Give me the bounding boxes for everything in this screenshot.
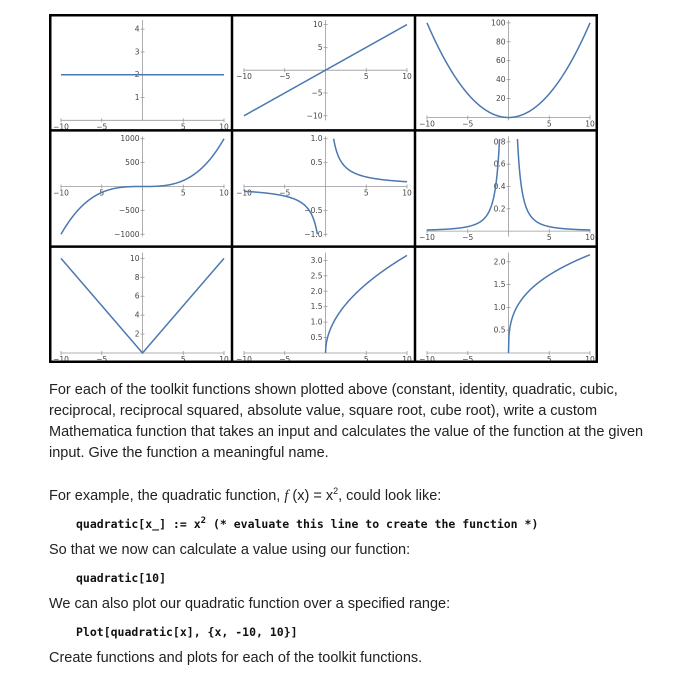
y-tick-label: 0.2: [493, 204, 506, 214]
chart-constant: [53, 20, 229, 131]
x-tick-label: 10: [219, 355, 229, 363]
code-define-quadratic: [76, 517, 538, 531]
x-tick-label: −5: [96, 355, 108, 363]
x-tick-label: 10: [585, 355, 595, 363]
x-tick-label: 10: [219, 122, 229, 132]
x-tick-label: 5: [363, 188, 369, 198]
chart-reciprocal-squared: [419, 136, 595, 242]
y-tick-label: 3: [134, 47, 140, 57]
x-tick-label: 5: [180, 355, 186, 363]
code-evaluate: quadratic[10]: [76, 571, 167, 585]
x-tick-label: −5: [462, 233, 474, 243]
y-tick-label: 1.0: [493, 302, 506, 312]
y-tick-label: 1.0: [310, 134, 323, 144]
y-tick-label: 1.5: [493, 280, 506, 290]
y-tick-label: 40: [495, 75, 506, 85]
y-tick-label: −500: [118, 205, 140, 215]
x-tick-label: 10: [402, 72, 412, 82]
x-tick-label: −10: [53, 188, 69, 198]
x-tick-label: −5: [462, 355, 474, 363]
x-tick-label: 5: [363, 355, 369, 363]
x-tick-label: −5: [462, 119, 474, 129]
y-tick-label: 0.5: [493, 325, 506, 335]
y-tick-label: −10: [306, 111, 323, 121]
x-tick-label: −5: [279, 72, 291, 82]
code-define-exponent: 2: [200, 516, 207, 527]
y-tick-label: 2.0: [310, 286, 323, 296]
final-paragraph: Create functions and plots for each of the toolkit functions.: [49, 650, 423, 666]
x-tick-label: −5: [96, 122, 108, 132]
y-tick-label: 4: [134, 24, 140, 34]
y-tick-label: 20: [495, 94, 506, 104]
y-tick-label: 100: [491, 18, 506, 28]
y-tick-label: 0.6: [493, 159, 506, 169]
y-tick-label: 1: [134, 93, 140, 103]
y-tick-label: 4: [134, 310, 140, 320]
chart-square-root: [236, 253, 412, 363]
y-tick-label: 0.8: [493, 137, 506, 147]
intro-paragraph: For each of the toolkit functions shown plotted above (constant, identity, quadratic, cubic, reciprocal, reciprocal squared, absolute value, square root, cube root), write a custom Mathematica function that takes an input and calculates the value of the function at the given input. Give the function a meaningful name.: [49, 382, 644, 461]
x-tick-label: 10: [585, 233, 595, 243]
calc-paragraph: So that we now can calculate a value using our function:: [49, 542, 411, 558]
y-tick-label: 60: [495, 56, 506, 66]
x-tick-label: −5: [279, 188, 291, 198]
y-tick-label: 2.5: [310, 271, 323, 281]
x-tick-label: 5: [546, 355, 552, 363]
code-define-comment: (* evaluate this line to create the function *): [206, 517, 539, 531]
x-tick-label: −10: [419, 355, 435, 363]
example-prefix: For example, the quadratic function,: [49, 488, 285, 504]
function-curve: [334, 139, 407, 182]
code-plot: Plot[quadratic[x], {x, -10, 10}]: [76, 625, 298, 639]
y-tick-label: 8: [134, 272, 140, 282]
x-tick-label: −10: [53, 122, 69, 132]
y-tick-label: 1000: [120, 134, 140, 144]
y-tick-label: 10: [129, 253, 140, 263]
x-tick-label: −10: [53, 355, 69, 363]
y-tick-label: 10: [312, 20, 323, 30]
x-tick-label: 10: [219, 188, 229, 198]
example-suffix: , could look like:: [338, 488, 442, 504]
x-tick-label: −10: [236, 72, 252, 82]
y-tick-label: 1.5: [310, 302, 323, 312]
example-sentence: [49, 486, 669, 507]
y-tick-label: −0.5: [304, 205, 323, 215]
x-tick-label: 10: [585, 119, 595, 129]
chart-cube-root: [419, 253, 595, 363]
x-tick-label: 5: [180, 188, 186, 198]
function-curve: [509, 255, 591, 353]
y-tick-label: −1000: [114, 229, 140, 239]
function-curve: [427, 139, 500, 230]
y-tick-label: 0.5: [310, 333, 323, 343]
x-tick-label: −10: [236, 188, 252, 198]
plot-paragraph: We can also plot our quadratic function over a specified range:: [49, 596, 451, 612]
x-tick-label: 5: [180, 122, 186, 132]
chart-reciprocal: [236, 134, 412, 239]
x-tick-label: 10: [402, 355, 412, 363]
x-tick-label: 5: [99, 188, 105, 198]
y-tick-label: −1.0: [304, 229, 323, 239]
example-exponent: 2: [333, 486, 339, 497]
x-tick-label: 5: [546, 233, 552, 243]
chart-quadratic: [419, 18, 595, 128]
x-tick-label: 5: [363, 72, 369, 82]
chart-identity: [236, 20, 412, 120]
y-tick-label: 1.0: [310, 317, 323, 327]
x-tick-label: −10: [419, 119, 435, 129]
y-tick-label: 2: [134, 70, 140, 80]
x-tick-label: 10: [402, 188, 412, 198]
toolkit-plot-grid: [49, 14, 598, 363]
y-tick-label: 2.0: [493, 257, 506, 267]
y-tick-label: 500: [125, 158, 140, 168]
y-tick-label: 2: [134, 329, 140, 339]
y-tick-label: 3.0: [310, 255, 323, 265]
function-curve: [326, 255, 408, 353]
example-mid: (x) = x: [288, 488, 334, 504]
x-tick-label: −10: [236, 355, 252, 363]
function-curve: [517, 139, 590, 230]
x-tick-label: 5: [546, 119, 552, 129]
chart-absolute-value: [53, 253, 229, 363]
x-tick-label: −5: [279, 355, 291, 363]
y-tick-label: 0.5: [310, 158, 323, 168]
example-f: f: [284, 488, 289, 504]
chart-cubic: [53, 134, 229, 239]
y-tick-label: 0.4: [493, 182, 506, 191]
y-tick-label: 6: [134, 291, 140, 301]
x-tick-label: −10: [419, 233, 435, 243]
code-define-main: quadratic[x_] := x: [76, 517, 201, 531]
y-tick-label: −5: [311, 88, 323, 98]
y-tick-label: 5: [317, 42, 323, 52]
y-tick-label: 80: [495, 37, 506, 47]
